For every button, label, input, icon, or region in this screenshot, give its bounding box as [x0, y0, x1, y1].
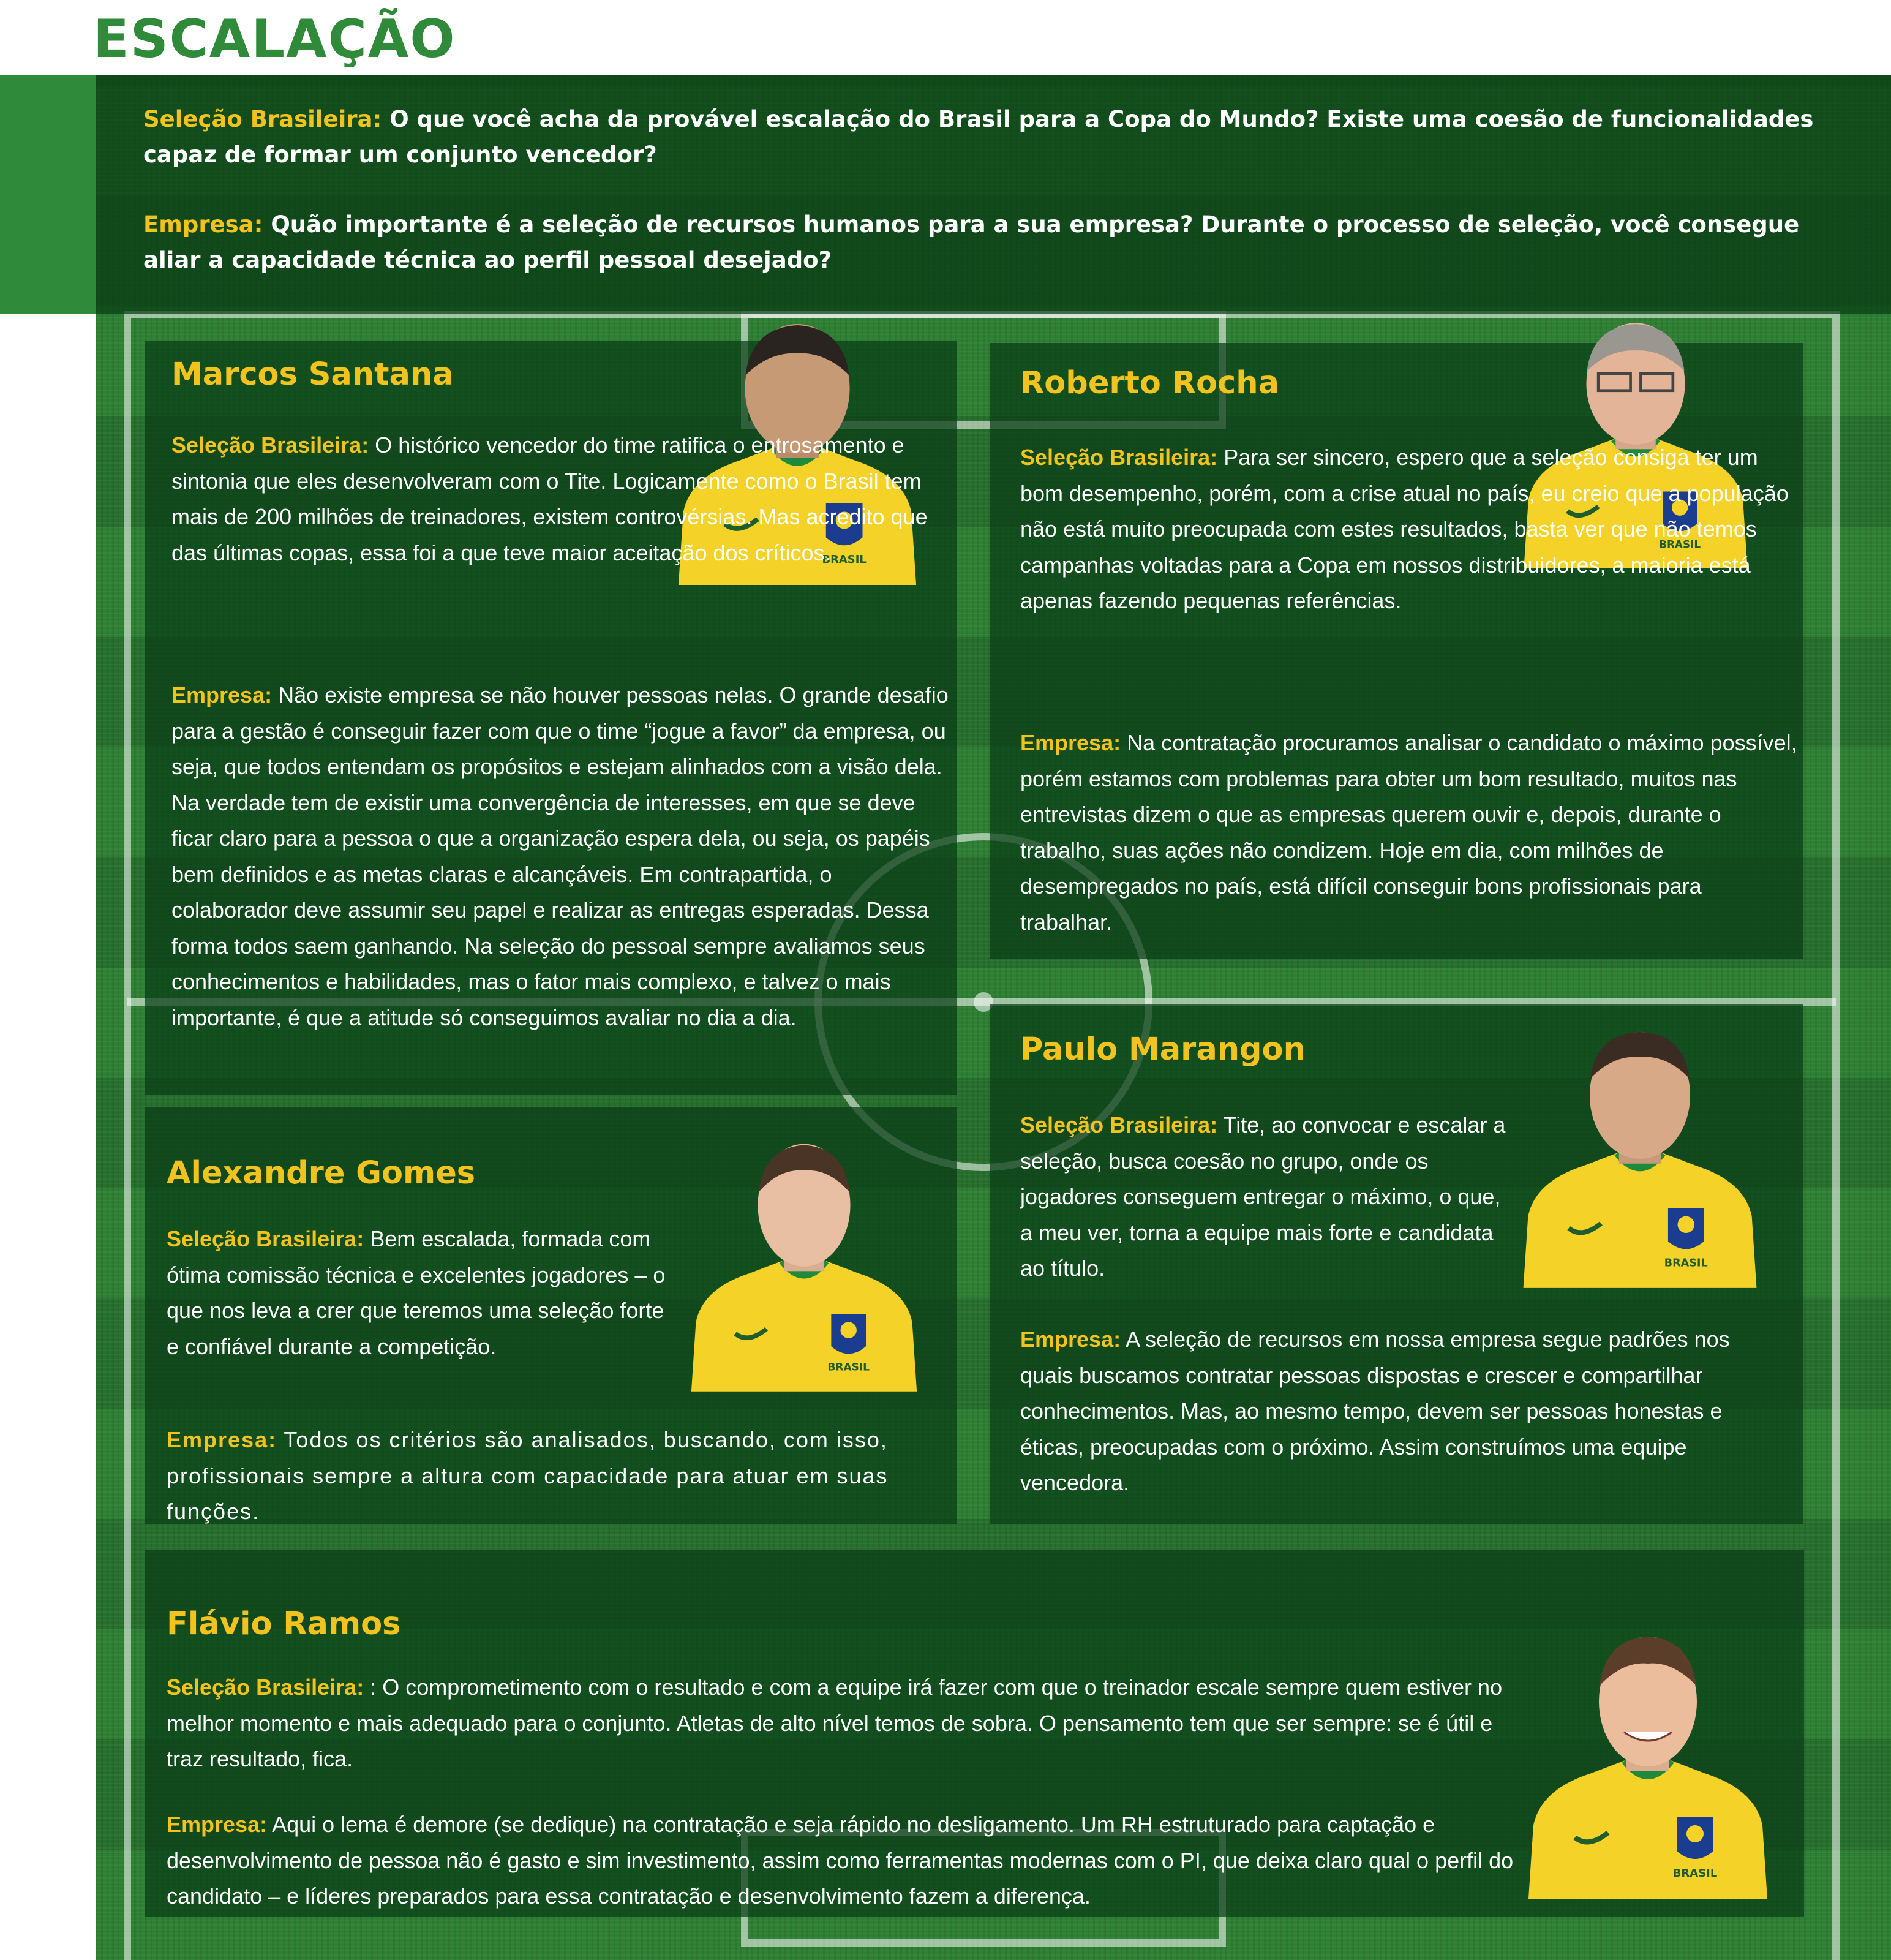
svg-text:BRASIL: BRASIL [1659, 538, 1701, 551]
svg-text:BRASIL: BRASIL [822, 553, 867, 567]
interviewee-name: Marcos Santana [171, 356, 454, 393]
answer-selecao: Seleção Brasileira: O histórico vencedor do time ratifica o entrosamento e sintonia que eles desenvolveram com o Tite. Logicamente como o Brasil tem mais de 200 milhões de treinadores, existem controvérsias. Mas acredito que das últimas copas, essa foi a que teve maior aceitação dos críticos. [171, 432, 928, 565]
svg-text:BRASIL: BRASIL [1664, 1257, 1708, 1270]
answer-selecao: Seleção Brasileira: Tite, ao convocar e escalar a seleção, busca coesão no grupo, onde os jogadores conseguem entregar o máximo, o que, a meu ver, torna a equipe mais forte e candidata ao título. [1020, 1112, 1506, 1281]
page-title: ESCALAÇÃO [93, 9, 456, 70]
interviewee-name: Roberto Rocha [1020, 365, 1279, 401]
answer-empresa: Empresa: Não existe empresa se não houver pessoas nelas. O grande desafio para a gestão é conseguir fazer com que o time “jogue a favor” da empresa, ou seja, que todos entendam os propósitos e estejam alinhados com a visão dela. Na verdade tem de existir uma convergência de interesses, em que se deve ficar claro para a pessoa o que a organização espera dela, ou seja, os papéis bem definidos e as metas claras e alcançáveis. Em contrapartida, o colaborador deve assumir seu papel e realizar as entregas esperadas. Dessa forma todos saem ganhando. Na seleção do pessoal sempre avaliamos seus conhecimentos e habilidades, mas o fator mais complexo, e talvez o mais importante, é que a atitude só conseguimos avaliar no dia a dia. [171, 682, 949, 1030]
interviewee-name: Flávio Ramos [167, 1606, 401, 1642]
intro-question-selecao: Seleção Brasileira: O que você acha da provável escalação do Brasil para a Copa do Mundo? Existe uma coesão de funcionalidades capaz de formar um conjunto vencedor? [143, 106, 1814, 168]
person-in-jersey-icon [1516, 1629, 1780, 1899]
answer-empresa: Empresa: A seleção de recursos em nossa empresa segue padrões nos quais buscamos contratar pessoas dispostas e crescer e compartilhar conhecimentos. Mas, ao mesmo tempo, devem ser pessoas honestas e éticas, preocupadas com o próximo. Assim construímos uma equipe vencedora. [1020, 1327, 1730, 1495]
answer-selecao: Seleção Brasileira: : O comprometimento com o resultado e com a equipe irá fazer com que o treinador escale sempre quem estiver no melhor momento e mais adequado para o conjunto. Atletas de alto nível temos de sobra. O pensamento tem que ser sempre: se é útil e traz resultado, fica. [167, 1675, 1503, 1771]
interviewee-name: Alexandre Gomes [167, 1155, 476, 1191]
answer-empresa: Empresa: Na contratação procuramos analisar o candidato o máximo possível, porém estamos com problemas para obter um bom resultado, muitos nas entrevistas dizem o que as empresas querem ouvir e, depois, durante o trabalho, suas ações não condizem. Hoje em dia, com milhões de desempregados no país, está difícil conseguir bons profissionais para trabalhar. [1020, 730, 1797, 935]
portrait-photo [1516, 1629, 1780, 1899]
person-in-jersey-icon [680, 1133, 928, 1395]
svg-text:BRASIL: BRASIL [827, 1361, 870, 1374]
accent-bar [0, 75, 98, 314]
answer-empresa: Empresa: Todos os critérios são analisados, buscando, com isso, profissionais sempre a altura com capacidade para atuar em suas funções. [167, 1427, 889, 1524]
svg-text:BRASIL: BRASIL [1672, 1867, 1718, 1880]
answer-selecao: Seleção Brasileira: Bem escalada, formada com ótima comissão técnica e excelentes jogadores – o que nos leva a crer que teremos uma seleção forte e confiável durante a competição. [167, 1226, 666, 1359]
answer-empresa: Empresa: Aqui o lema é demore (se dedique) na contratação e seja rápido no desligamento. Um RH estruturado para captação e desenvolvimento de pessoa não é gasto e sim investimento, assim como ferramentas modernas com o PI, que deixa claro qual o perfil do candidato – e líderes preparados para essa contratação e desenvolvimento fazem a diferença. [167, 1812, 1514, 1909]
portrait-photo [680, 1133, 928, 1395]
interviewee-name: Paulo Marangon [1020, 1031, 1306, 1068]
person-in-jersey-icon [1511, 1022, 1769, 1291]
portrait-photo [1511, 1022, 1769, 1291]
intro-question-empresa: Empresa: Quão importante é a seleção de recursos humanos para a sua empresa? Durante o processo de seleção, você consegue aliar a capacidade técnica ao perfil pessoal desejado? [143, 211, 1800, 273]
answer-selecao: Seleção Brasileira: Para ser sincero, espero que a seleção consiga ter um bom desempenho, porém, com a crise atual no país, eu creio que a população não está muito preocupada com estes resultados, basta ver que não temos campanhas voltadas para a Copa em nossos distribuidores, a maioria está apenas fazendo pequenas referências. [1020, 445, 1789, 613]
